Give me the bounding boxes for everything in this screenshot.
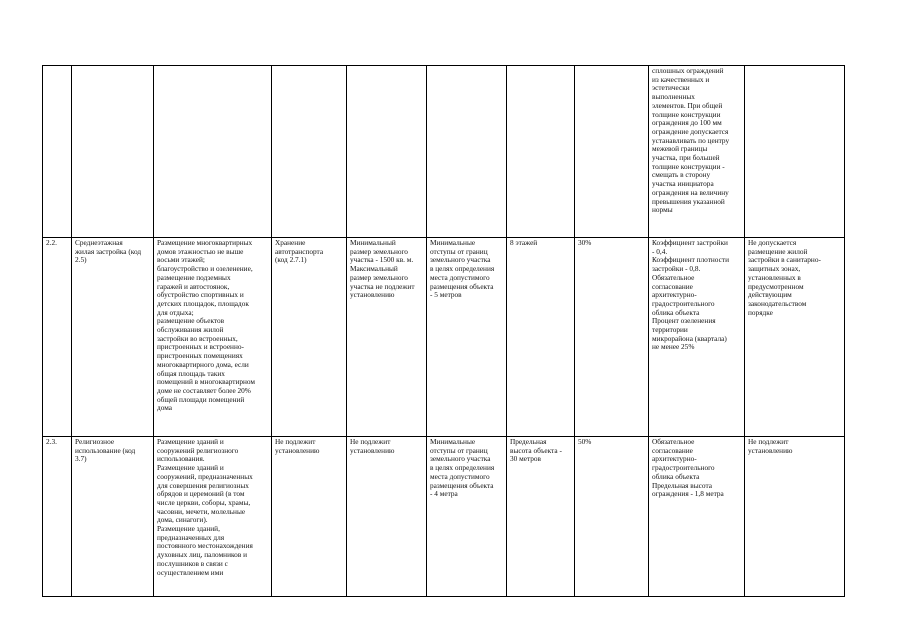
cell-text-line: Не допускается: [748, 238, 797, 247]
cell-text-line: для отдыха;: [157, 307, 194, 317]
cell-text-line: общей площади помещений: [157, 394, 245, 404]
cell-text-line: Не подлежит: [748, 437, 789, 446]
auxiliary-use-cell: [272, 66, 347, 238]
cell-text-line: участка - 1500 кв. м.: [350, 255, 414, 265]
cell-text-line: размещение подземных: [157, 272, 231, 282]
cell-text-line: из качественных и: [652, 74, 710, 84]
cell-text-line: согласование: [652, 445, 693, 455]
cell-text-line: Минимальный: [350, 238, 396, 247]
other-parameters-cell: [649, 238, 745, 437]
cell-text-line: благоустройство и озеленение,: [157, 264, 253, 274]
cell-text-line: земельного участка: [430, 454, 491, 464]
cell-text-line: Среднеэтажная: [75, 238, 123, 247]
restrictions-cell: [745, 66, 845, 238]
cell-text-line: часовни, мечети, молельные: [157, 506, 246, 516]
cell-text: 2.2.: [46, 238, 57, 247]
cell-text-line: ограждения - 1,8 метра: [652, 489, 724, 499]
use-type-cell: [72, 66, 154, 238]
cell-text-line: градостроительного: [652, 463, 715, 473]
cell-text-line: пристроенных и встроенно-: [157, 342, 244, 352]
cell-text-line: защитных зонах,: [748, 264, 801, 274]
cell-text-line: использование (код: [75, 445, 136, 455]
other-parameters-cell: [649, 437, 745, 597]
cell-text-line: Размещение зданий и: [157, 437, 224, 446]
cell-text-line: Коэффициент застройки: [652, 238, 728, 247]
cell-text-line: детских площадок, площадок: [157, 298, 249, 308]
zoning-regulations-table: [42, 65, 845, 597]
cell-text-line: градостроительного: [652, 298, 715, 308]
cell-text-line: согласование: [652, 281, 693, 291]
cell-text-line: 30%: [578, 238, 592, 247]
permitted-use-description-cell: [154, 437, 272, 597]
cell-text-line: 2.5): [75, 255, 87, 265]
auxiliary-use-cell: [272, 437, 347, 597]
cell-text-line: гаражей и автостоянок,: [157, 281, 230, 291]
cell-text: 2.3.: [46, 437, 57, 446]
cell-text-line: установлению: [350, 290, 395, 300]
max-floors-cell: [507, 238, 575, 437]
cell-text-line: ограждение допускается: [652, 126, 729, 136]
cell-text-line: 8 этажей: [510, 238, 538, 247]
cell-text-line: размер земельного: [350, 272, 408, 282]
table-body: [43, 66, 845, 597]
cell-text-line: участка инициатора: [652, 179, 714, 189]
cell-text-line: Минимальные: [430, 238, 476, 247]
cell-text-line: послушников в связи с: [157, 558, 228, 568]
table-row: [43, 238, 845, 437]
cell-text-line: Не подлежит: [350, 437, 391, 446]
cell-text-line: облика объекта: [652, 471, 700, 481]
cell-text-line: архитектурно-: [652, 290, 697, 300]
permitted-use-description-cell: [154, 238, 272, 437]
cell-text-line: - 4 метра: [430, 489, 458, 499]
cell-text-line: застройки - 0,8.: [652, 264, 701, 274]
restrictions-cell: [745, 437, 845, 597]
max-coverage-cell: [575, 238, 649, 437]
plot-size-cell: [347, 238, 427, 437]
cell-text-line: - 5 метров: [430, 290, 462, 300]
cell-text-line: порядке: [748, 307, 773, 317]
cell-text-line: в целях определения: [430, 264, 495, 274]
cell-text-line: устанавливать по центру: [652, 135, 730, 145]
cell-text-line: 50%: [578, 437, 592, 446]
cell-text-line: размер земельного: [350, 246, 408, 256]
cell-text-line: участка не подлежит: [350, 281, 415, 291]
cell-text-line: элементов. При общей: [652, 100, 723, 110]
cell-text-line: Не подлежит: [275, 437, 316, 446]
cell-text-line: помещений в многоквартирном: [157, 377, 256, 387]
cell-text-line: восьми этажей;: [157, 255, 205, 265]
cell-text-line: - 0,4.: [652, 246, 668, 256]
cell-text-line: предусмотренном: [748, 281, 804, 291]
cell-text-line: доме не составляет более 20%: [157, 385, 251, 395]
other-parameters-cell: [649, 66, 745, 238]
cell-text-line: сплошных ограждений: [652, 66, 724, 75]
cell-text-line: числе церкви, соборы, храмы,: [157, 497, 251, 507]
cell-text-line: автотранспорта: [275, 246, 324, 256]
table-row: [43, 437, 845, 597]
cell-text-line: толщине конструкции: [652, 109, 721, 119]
cell-text-line: земельного участка: [430, 255, 491, 265]
cell-text-line: эстетически: [652, 83, 690, 93]
cell-text-line: обрядов и церемоний (в том: [157, 489, 245, 499]
setbacks-cell: [427, 66, 507, 238]
setbacks-cell: [427, 238, 507, 437]
cell-text-line: Процент озеленения: [652, 316, 716, 326]
cell-text-line: Коэффициент плотности: [652, 255, 729, 265]
use-type-cell: [72, 437, 154, 597]
cell-text-line: размещения объекта: [430, 480, 494, 490]
cell-text-line: застройки во встроенных,: [157, 333, 238, 343]
cell-text-line: использования.: [157, 454, 205, 464]
cell-text-line: территории: [652, 325, 688, 335]
cell-text-line: пристроенных помещениях: [157, 351, 243, 361]
cell-text-line: отступы от границ: [430, 445, 488, 455]
cell-text-line: 30 метров: [510, 454, 541, 464]
max-floors-cell: [507, 66, 575, 238]
cell-text-line: обслуживания жилой: [157, 325, 224, 335]
cell-text-line: застройки в санитарно-: [748, 255, 821, 265]
use-type-cell: [72, 238, 154, 437]
cell-text-line: места допустимого: [430, 471, 490, 481]
permitted-use-description-cell: [154, 66, 272, 238]
cell-text-line: толщине конструкции -: [652, 161, 725, 171]
cell-text-line: установлению: [275, 445, 320, 455]
cell-text-line: облика объекта: [652, 307, 700, 317]
cell-text-line: микрорайона (квартала): [652, 333, 727, 343]
cell-text-line: Религиозное: [75, 437, 115, 446]
cell-text-line: действующим: [748, 290, 792, 300]
cell-text-line: отступы от границ: [430, 246, 488, 256]
cell-text-line: дома, синагоги).: [157, 515, 208, 525]
cell-text-line: сооружений религиозного: [157, 445, 239, 455]
cell-text-line: Максимальный: [350, 264, 398, 274]
cell-text-line: духовных лиц, паломников и: [157, 550, 247, 560]
cell-text-line: места допустимого: [430, 272, 490, 282]
cell-text-line: смещать в сторону: [652, 170, 711, 180]
cell-text-line: нормы: [652, 205, 673, 215]
cell-text-line: Предельная высота: [652, 480, 712, 490]
cell-text-line: обустройство спортивных и: [157, 290, 244, 300]
cell-text-line: участка, при большей: [652, 153, 720, 163]
table-row: [43, 66, 845, 238]
cell-text-line: домов этажностью не выше: [157, 246, 244, 256]
cell-text-line: для совершения религиозных: [157, 480, 249, 490]
cell-text-line: предназначенных для: [157, 532, 225, 542]
cell-text-line: ограждения на величину: [652, 187, 729, 197]
cell-text-line: размещение жилой: [748, 246, 808, 256]
cell-text-line: установлению: [350, 445, 395, 455]
row-number-cell: [43, 66, 72, 238]
cell-text-line: установленных в: [748, 272, 801, 282]
cell-text-line: жилая застройка (код: [75, 246, 142, 256]
cell-text-line: Обязательное: [652, 272, 695, 282]
cell-text-line: ограждения до 100 мм: [652, 118, 722, 128]
cell-text-line: законодательством: [748, 298, 807, 308]
cell-text-line: общая площадь таких: [157, 368, 225, 378]
cell-text-line: Предельная: [510, 437, 547, 446]
max-coverage-cell: [575, 66, 649, 238]
setbacks-cell: [427, 437, 507, 597]
row-number-cell: [43, 437, 72, 597]
cell-text-line: постоянного местонахождения: [157, 541, 253, 551]
cell-text-line: размещение объектов: [157, 316, 225, 326]
plot-size-cell: [347, 66, 427, 238]
cell-text-line: многоквартирного дома, если: [157, 359, 249, 369]
max-coverage-cell: [575, 437, 649, 597]
cell-text-line: высота объекта -: [510, 445, 562, 455]
cell-text-line: (код 2.7.1): [275, 255, 307, 265]
cell-text-line: осуществлением ими: [157, 567, 224, 577]
cell-text-line: Размещение многоквартирных: [157, 238, 253, 247]
cell-text-line: сооружений, предназначенных: [157, 471, 253, 481]
cell-text-line: установлению: [748, 445, 793, 455]
max-floors-cell: [507, 437, 575, 597]
cell-text-line: превышения указанной: [652, 196, 725, 206]
cell-text-line: Обязательное: [652, 437, 695, 446]
cell-text-line: 3.7): [75, 454, 87, 464]
cell-text-line: Минимальные: [430, 437, 476, 446]
cell-text-line: не менее 25%: [652, 342, 695, 352]
row-number-cell: [43, 238, 72, 437]
cell-text-line: Хранение: [275, 238, 306, 247]
auxiliary-use-cell: [272, 238, 347, 437]
cell-text-line: межевой границы: [652, 144, 708, 154]
cell-text-line: Размещение зданий,: [157, 524, 220, 534]
cell-text-line: архитектурно-: [652, 454, 697, 464]
cell-text-line: дома: [157, 403, 173, 413]
cell-text-line: размещения объекта: [430, 281, 494, 291]
cell-text-line: Размещение зданий и: [157, 463, 224, 473]
cell-text-line: в целях определения: [430, 463, 495, 473]
cell-text-line: выполненных: [652, 92, 695, 102]
plot-size-cell: [347, 437, 427, 597]
restrictions-cell: [745, 238, 845, 437]
